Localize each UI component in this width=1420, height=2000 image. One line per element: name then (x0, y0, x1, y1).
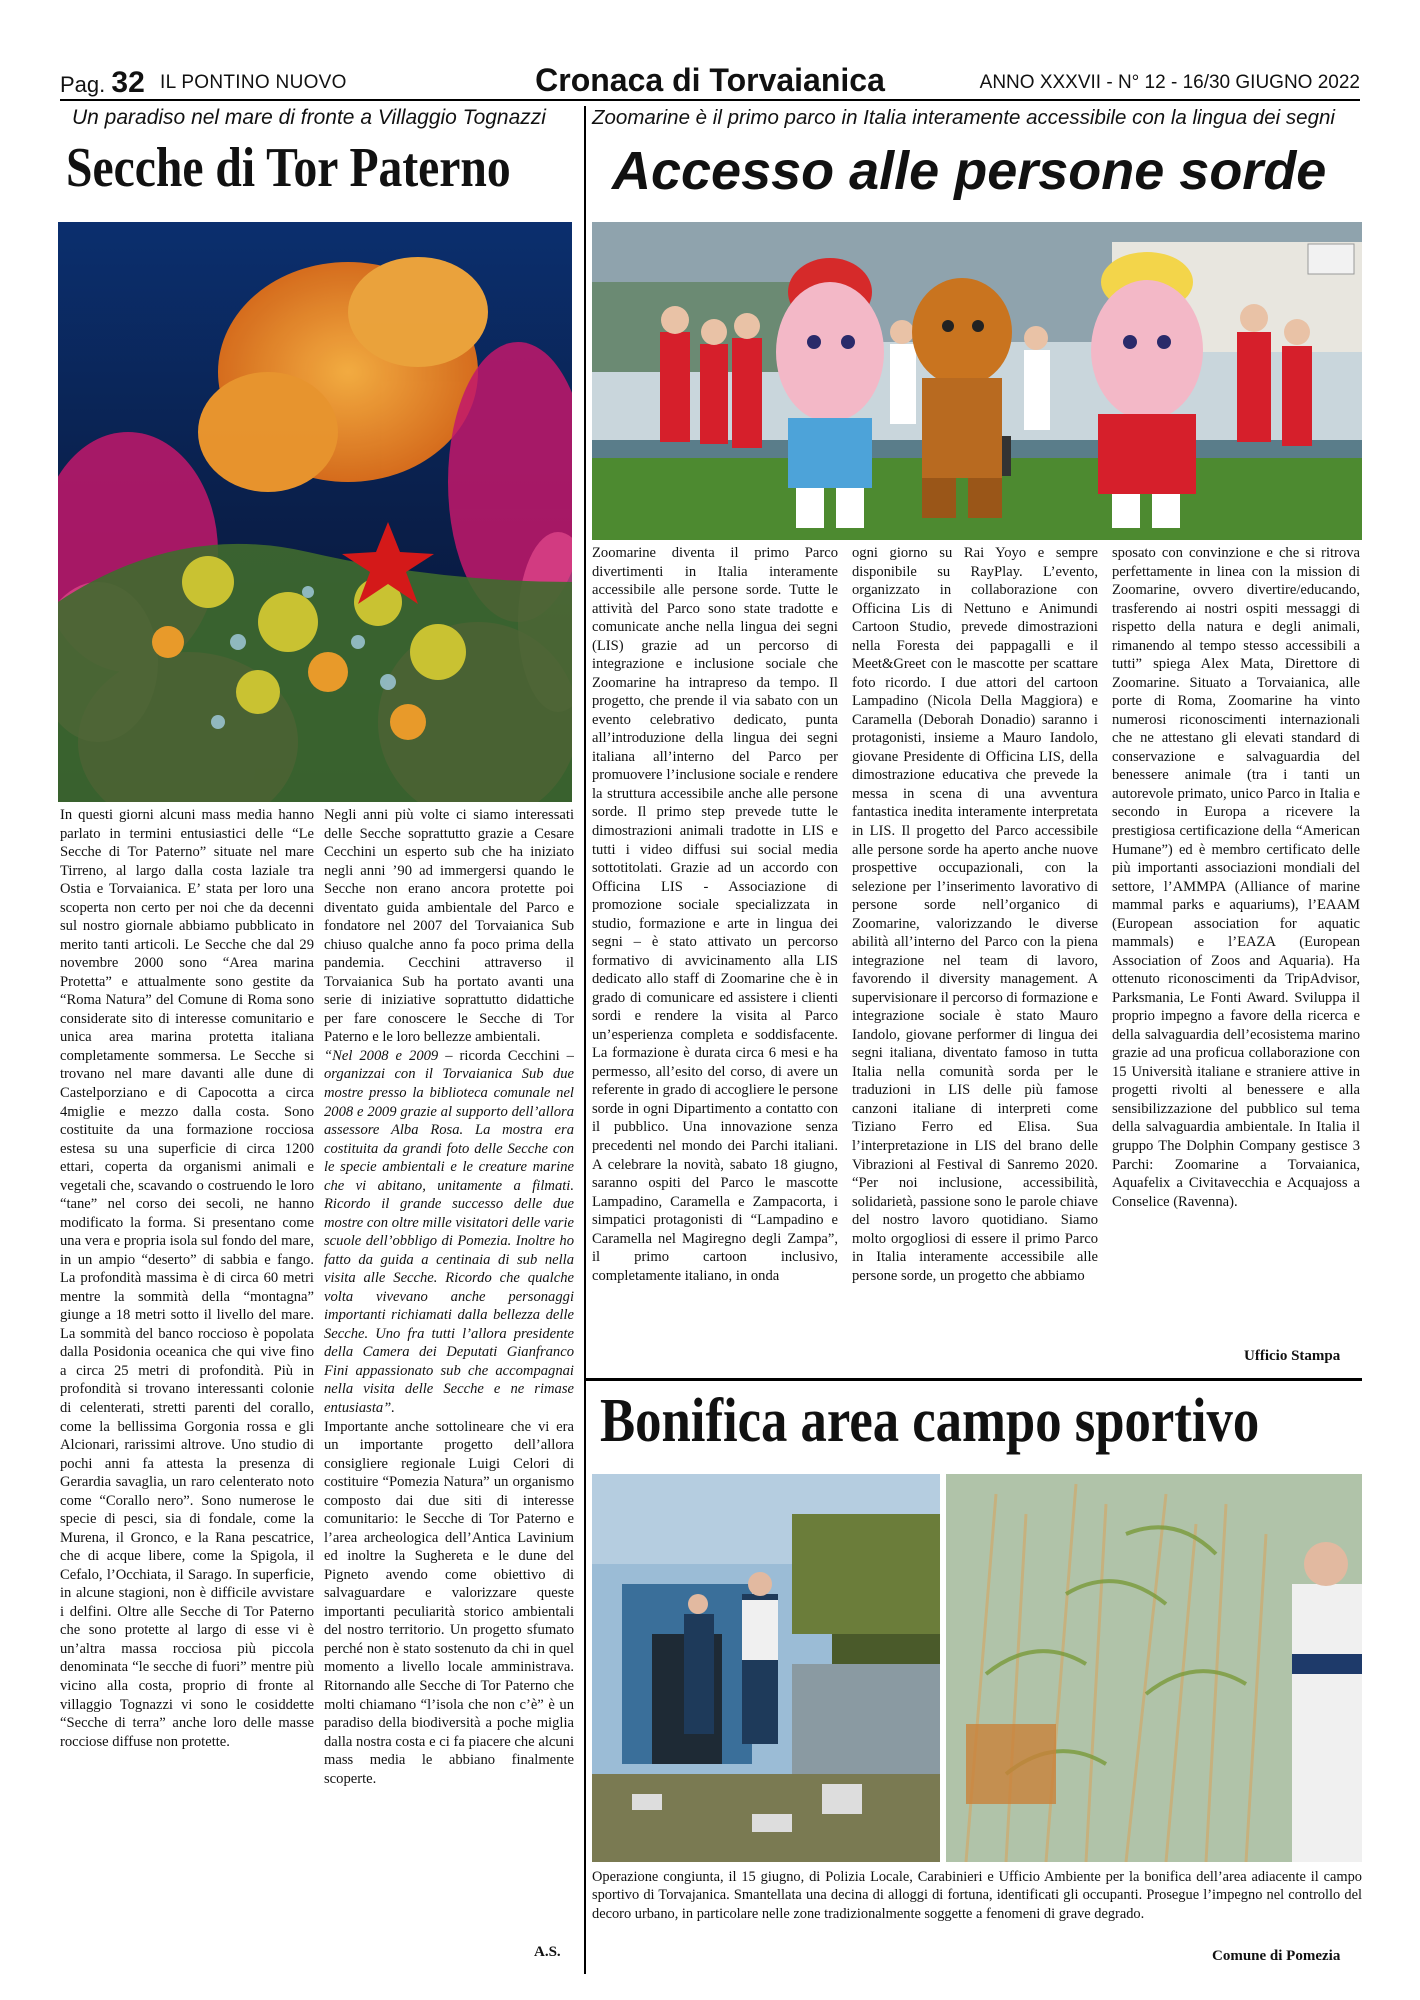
cleanup-photo-right (946, 1474, 1362, 1862)
section-title: Cronaca di Torvaianica (535, 62, 885, 98)
left-body-1: In questi giorni alcuni mass media hanno parlato in termini entusiastici delle “Le Secche di Tor Paterno” situate nel mare Tirreno, al largo dalla costa laziale tra Ostia e Torvaianica. E’ stata per loro una scoperta non certo per noi che da decenni sul nostro giornale abbiamo pubblicato in merito tanti articoli. Le Secche che dal 29 novembre 2000 sono “Area marina Protetta” e attualmente sono gestite da “Roma Natura” del Comune di Roma sono considerate sito di interesse comunitario e unica area marina protetta italiana completamente sommersa. Le Secche si trovano nel mare davanti alle dune di Castelporziano e di Capocotta a circa 4miglie e mezzo dalla costa. Sono costituite da una formazione rocciosa estesa su una superficie di circa 1200 ettari, coperta da organismi animali e vegetali che, scavando o costruendo le loro “tane” nel corso dei secoli, ne hanno modificato la forma. Si presentano come una vera e propria isola sul fondo del mare, in un ampio “deserto” di sabbia e fango. La profondità massima è di circa 60 metri mentre la sommità della “montagna” giunge a 18 metri sotto il livello del mare. La sommità del banco roccioso è popolata dalla Posidonia oceanica che qui vive fino a circa 25 metri di profondità. Più in profondità si trovano interessanti colonie di celenterati, stretti parenti del corallo, come la bellissima Gorgonia rossa e gli Alcionari, rarissimi altrove. Uno studio di pochi anni fa attesta la presenza di Gerardia savaglia, un raro celenterato noto come “Corallo nero”. Sono numerose le specie di pesci, sia di fondale, come la Murena, il Gronco, e la Rana pescatrice, che di acque libere, come la Spigola, il Cefalo, l’Occhiata, il Sarago. In superficie, in alcune stagioni, non è difficile avvistare i delfini. Oltre alle Secche di Tor Paterno che sono protette al largo di esse vi è un’altra massa rocciosa più piccola denominata “le secche di fuori” mentre più vicino alla costa, proprio di fronte al villaggio Tognazzi vi sono le cosiddette “Secche di terra” anche loro delle masse rocciose diffuse non protette. (60, 807, 314, 1750)
left-kicker: Un paradiso nel mare di fronte a Villaggio Tognazzi (72, 106, 546, 129)
left-body-2c: Importante anche sottolineare che vi era un importante progetto dell’allora consigliere regionale Luigi Celori di costituire “Pomezia Natura” un organismo composto dai due siti di interesse comunitario: le Secche di Tor Paterno e l’area archeologica dell’Antica Lavinium ed inoltre la Sughereta e le dune del Pigneto avendo come obiettivo di salvaguardare e valorizzare queste importanti peculiarità storico ambientali del nostro territorio. Un progetto sfumato perché non è stato sostenuto da chi in quel momento a livello locale amministrava. Ritornando alle Secche di Tor Paterno che molti chiamano “l’isola che non c’è” è un paradiso della biodiversità a poche miglia dalla nostra costa e ci fa piacere che alcuni mass media le abbiano finalmente scoperte. (324, 1418, 574, 1787)
bottom-signature: Comune di Pomezia (1212, 1948, 1341, 1964)
left-quote-body: organizzai con il Torvaianica Sub due mostre presso la biblioteca comunale nel 2008 e 2009 grazie al supporto dell’allora assessore Alba Rosa. La mostra era costituita da grandi foto delle Secche con le specie ambientali e le creature marine che vi abitano, unitamente a filmati. Ricordo il grande successo delle due mostre con oltre mille visitatori delle varie scuole dell’obbligo di Pomezia. Inoltre ho fatto da guida a centinaia di sub nella visita alle Secche. Ricordo che qualche volta vivevano anche personaggi importanti richiamati dalla bellezza delle Secche. Uno fra tutti l’allora presidente della Camera dei Deputati Gianfranco Fini appassionato sub che accompagnai nella visita delle Secche e ne rimase entusiasta”. (324, 1066, 574, 1416)
coral-reef-photo (58, 222, 572, 802)
right-article-col1 (592, 544, 838, 1374)
left-quote-attrib: – ricorda Cecchini – (438, 1047, 574, 1064)
left-article-col2 (324, 806, 574, 1946)
right-article-col2 (852, 544, 1098, 1374)
bottom-section-rule (584, 1378, 1362, 1381)
left-headline: Secche di Tor Paterno (66, 137, 511, 199)
left-signature: A.S. (534, 1944, 561, 1960)
left-body-2a: Negli anni più volte ci siamo interessati delle Secche soprattutto grazie a Cesare Cecchini un esperto sub che ha iniziato negli anni ’90 ad immergersi quando le Secche non erano ancora protette poi diventato guida ambientale del Parco e fondatore nel 2007 del Torvaianica Sub chiuso qualche anno fa poco prima della pandemia. Cecchini attraverso il Torvaianica Sub ha portato avanti una serie di iniziative soprattutto didattiche per fare conoscere le Secche di Tor Paterno e le loro bellezze ambientali. (324, 807, 574, 1046)
right-body-1: Zoomarine diventa il primo Parco divertimenti in Italia interamente accessibile alle persone sorde. Tutte le attività del Parco sono state tradotte e comunicate anche nella lingua dei segni (LIS) grazie ad un percorso di integrazione e inclusione sociale che Zoomarine ha intrapreso da tempo. Il progetto, che prende il via sabato con un evento celebrativo dedicato, punta all’introduzione della lingua dei segni italiana all’interno del Parco per promuovere l’inclusione sociale e rendere la struttura accessibile anche alle persone sorde. Il primo step prevede tutte le dimostrazioni animali tradotte in LIS e tutti i video diffusi sui social media sottotitolati. Grazie ad un accordo con Officina LIS - Associazione di promozione sociale specializzata in studio, formazione e arte in lingua dei segni – è stato attivato un percorso formativo di avvicinamento alla LIS dedicato allo staff di Zoomarine che è in grado di comunicare ed assistere i clienti sordi e rendere la visita al Parco un’esperienza completa e soddisfacente. La formazione è durata circa 6 mesi e ha permesso, all’esito del corso, di avere un referente in grado di accogliere le persone sorde in ogni Dipartimento a contatto con il pubblico. Una innovazione senza precedenti nel mondo dei Parchi italiani. A celebrare la novità, sabato 18 giugno, saranno ospiti del Parco le mascotte Lampadino, Caramella e Zampacorta, i simpatici protagonisti di “Lampadino e Caramella nel Magiregno degli Zampa”, il primo cartoon inclusivo, completamente italiano, in onda (592, 545, 838, 1284)
right-body-3: sposato con convinzione e che si ritrova perfettamente in linea con la mission di Zoomarine, ovvero divertire/educando, trasferendo ai nostri ospiti messaggi di rispetto della natura e degli animali, rimanendo al tempo stesso accessibili a tutti” spiega Alex Mata, Direttore di Zoomarine. Situato a Torvaianica, alle porte di Roma, Zoomarine ha vinto numerosi riconoscimenti internazionali che ne attestano gli elevati standard di conservazione e salvaguardia del benessere animale (tra i tanti un autorevole primato, unico Parco in Italia e secondo in Europa a ricevere la prestigiosa certificazione della “American Humane”) ed è membro certificato delle più importanti associazioni mondiali del settore, l’AMMPA (Alliance of marine mammal parks e aquariums), l’EAAM (European association for aquatic mammals) e l’EAZA (European Association of Zoos and Aquaria). Ha ottenuto riconoscimenti da TripAdvisor, Parksmania, Le Fonti Award. Sviluppa il proprio impegno a favore della ricerca e della salvaguardia dell’ecosistema marino grazie ad una proficua collaborazione con 15 Università italiane e straniere attive in progetti rivolti al benessere e alla sensibilizzazione del pubblico sul tema della salvaguardia ambientale. In Italia il gruppo The Dolphin Company gestisce 3 Parchi: Zoomarine a Torvaianica, Aquafelix a Civitavecchia e Acquajoss a Conselice (Ravenna). (1112, 545, 1360, 1210)
bottom-caption: Operazione congiunta, il 15 giugno, di Polizia Locale, Carabinieri e Ufficio Ambiente per la bonifica dell’area adiacente il campo sportivo di Torvajanica. Smantellata una decina di alloggi di fortuna, identificati gli occupanti. Prosegue l’impegno nel controllo del decoro urbano, in particolare nelle zone tradizionalmente soggette a fenomeni di grave degrado. (592, 1869, 1362, 1922)
left-quote-open: “Nel 2008 e 2009 (324, 1047, 439, 1064)
header-rule (60, 99, 1360, 101)
issue-info: ANNO XXXVII - N° 12 - 16/30 GIUGNO 2022 (979, 72, 1360, 93)
left-article-col1 (60, 806, 314, 1966)
right-signature: Ufficio Stampa (1244, 1348, 1341, 1364)
column-divider (584, 106, 586, 1974)
cleanup-photo-left (592, 1474, 940, 1862)
right-kicker: Zoomarine è il primo parco in Italia interamente accessibile con la lingua dei segni (592, 106, 1335, 129)
page-header (60, 62, 1360, 98)
page-number: Pag. 32 (60, 66, 145, 99)
newspaper-name: IL PONTINO NUOVO (160, 72, 347, 93)
bottom-headline: Bonifica area campo sportivo (600, 1387, 1260, 1455)
right-headline: Accesso alle persone sorde (612, 141, 1327, 201)
right-body-2: ogni giorno su Rai Yoyo e sempre disponibile su RayPlay. L’evento, organizzato in collaborazione con Officina Lis di Nettuno e Animundi Cartoon Studio, prevede dimostrazioni nella Foresta dei pappagalli e il Meet&Greet con le mascotte per scattare foto ricordo. I due attori del cartoon Lampadino (Nicola Della Maggiora) e Caramella (Deborah Donadio) saranno i protagonisti, insieme a Mauro Iandolo, giovane Presidente di Officina LIS, della dimostrazione educativa che prevede la messa in scena di una avventura fantastica inedita interamente interpretata in LIS. Il progetto del Parco accessibile alle persone sorde ha aperto anche nuove prospettive occupazionali, con la selezione per l’inserimento lavorativo di persone sorde nell’organico di Zoomarine, valorizzando le diverse abilità all’interno del Parco con la piena integrazione nel team di lavoro, favorendo il diversity management. A supervisionare il percorso di formazione e integrazione sociale è stato Mauro Iandolo, giovane performer di lingua dei segni italiana, diventato famoso in tutta Italia nella comunità sorda per le traduzioni in LIS delle più famose canzoni italiane di interpreti come Tiziano Ferro ed Elisa. Sua l’interpretazione in LIS del brano delle Vibrazioni al Festival di Sanremo 2020. “Per noi inclusione, accessibilità, solidarietà, passione sono le parole chiave del nostro lavoro quotidiano. Siamo molto orgogliosi di essere il primo Parco in Italia interamente accessibile alle persone sorde, un progetto che abbiamo (852, 545, 1098, 1284)
zoomarine-mascots-photo (592, 222, 1362, 540)
right-article-col3 (1112, 544, 1360, 1344)
